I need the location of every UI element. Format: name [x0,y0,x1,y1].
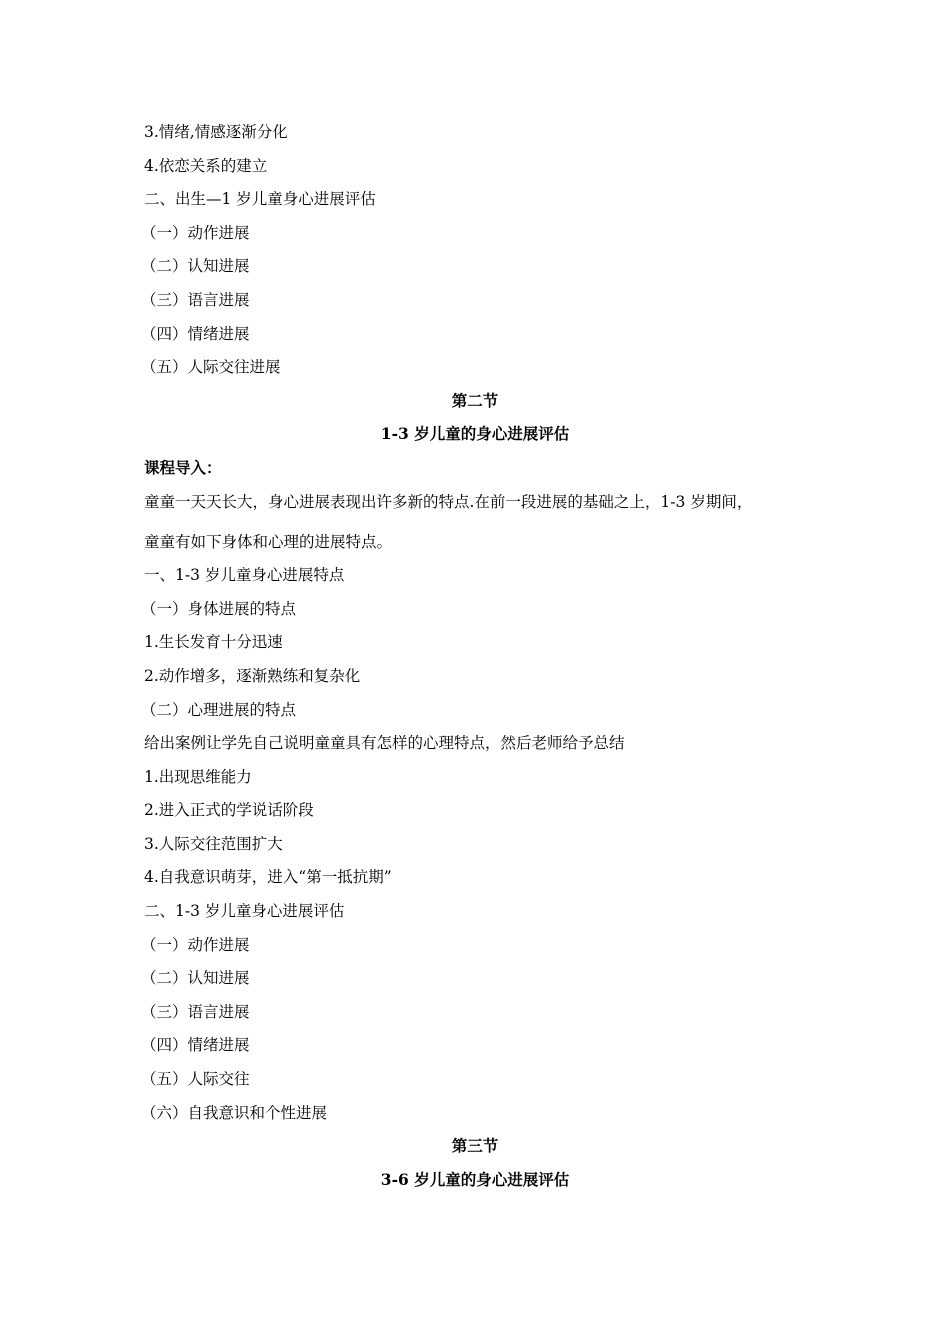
text-line: 给出案例让学先自己说明童童具有怎样的心理特点，然后老师给予总结 [144,734,625,753]
text-line: 1.生长发育十分迅速 [144,633,283,652]
text-line: （五）人际交往 [141,1070,250,1089]
text-line: 二、出生—1 岁儿童身心进展评估 [144,190,376,209]
text-line: （三）语言进展 [141,290,250,309]
text-line: （一）身体进展的特点 [141,599,297,618]
text-line: 3.情绪,情感逐渐分化 [144,123,288,141]
section-subtitle: 3-6 岁儿童的身心进展评估 [380,1169,570,1189]
section-subtitle: 1-3 岁儿童的身心进展评估 [380,424,570,444]
intro-paragraph-line: 童童有如下身体和心理的进展特点。 [144,532,393,551]
text-line: （五）人际交往进展 [141,358,281,377]
text-line: 一、1-3 岁儿童身心进展特点 [144,566,345,585]
text-line: （三）语言进展 [141,1002,250,1021]
section-title: 第二节 [451,390,499,410]
text-line: 4.依恋关系的建立 [144,156,268,175]
text-line: （二）认知进展 [141,969,250,988]
intro-label: 课程导入： [144,457,222,477]
text-line: 2.进入正式的学说话阶段 [144,801,314,820]
text-line: 4.自我意识萌芽，进入“第一抵抗期” [144,868,392,887]
text-line: （一）动作进展 [141,223,250,242]
text-line: （六）自我意识和个性进展 [141,1103,328,1122]
intro-paragraph-line: 童童一天天长大，身心进展表现出许多新的特点.在前一段进展的基础之上，1-3 岁期间， [144,492,753,511]
text-line: 1.出现思维能力 [144,767,252,786]
text-line: 二、1-3 岁儿童身心进展评估 [144,902,345,921]
text-line: （四）情绪进展 [141,1036,250,1055]
section-title: 第三节 [451,1136,499,1156]
text-line: （四）情绪进展 [141,324,250,343]
document-page [141,123,806,1204]
text-line: （一）动作进展 [141,935,250,954]
text-line: （二）认知进展 [141,257,250,276]
text-line: （二）心理进展的特点 [141,700,297,719]
text-line: 3.人际交往范围扩大 [144,834,283,853]
text-line: 2.动作增多，逐渐熟练和复杂化 [144,666,361,685]
